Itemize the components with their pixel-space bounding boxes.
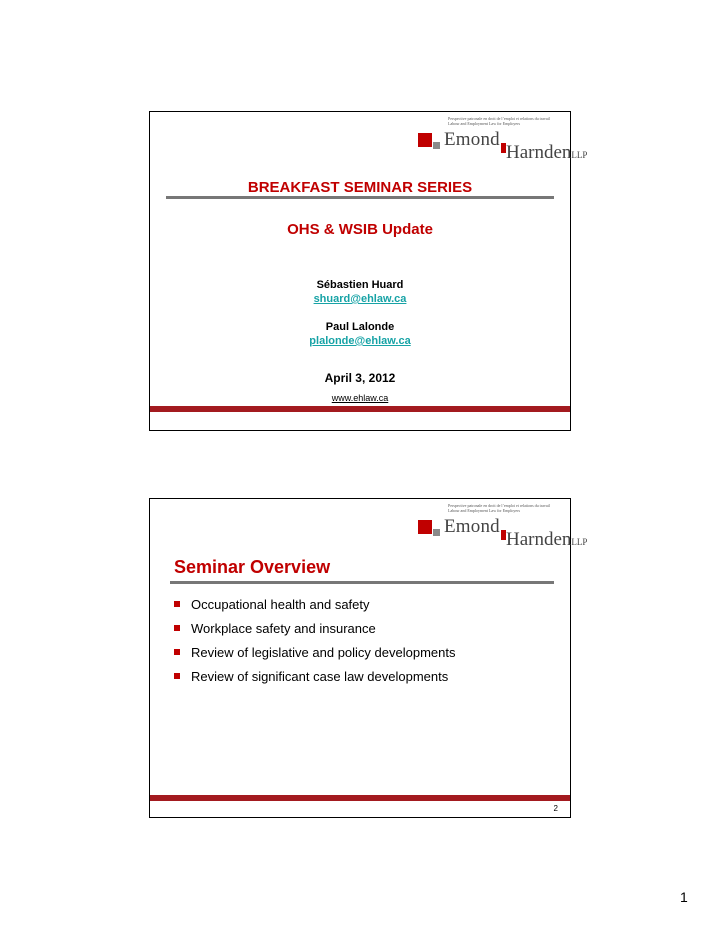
logo-tagline [448, 116, 558, 126]
logo-red-square-icon [418, 520, 432, 534]
bullet-text: Review of significant case law developments [191, 669, 449, 684]
logo-word-emond: Emond [444, 129, 500, 150]
logo-tagline-fr: Perspective patronale en droit de l’emploi et relations du travail [448, 503, 550, 508]
title-divider [170, 581, 554, 584]
bullet-square-icon [174, 673, 180, 679]
bullet-square-icon [174, 649, 180, 655]
bullet-square-icon [174, 625, 180, 631]
bullet-text: Occupational health and safety [191, 597, 370, 612]
overview-bullet-list [174, 597, 455, 693]
bullet-square-icon [174, 601, 180, 607]
logo-word-harnden [506, 142, 587, 164]
logo-grey-square-icon [433, 529, 440, 536]
logo-grey-square-icon [433, 142, 440, 149]
logo-word-harnden [506, 529, 587, 551]
sheet-page-number: 1 [680, 889, 688, 905]
presenter-1-email-link[interactable]: shuard@ehlaw.ca [313, 293, 407, 305]
footer-bar [150, 406, 570, 412]
presenter-2-email-link[interactable]: plalonde@ehlaw.ca [309, 335, 411, 347]
presenter-2 [150, 320, 570, 348]
seminar-date: April 3, 2012 [324, 371, 396, 385]
footer-bar [150, 795, 570, 801]
slide-page-number: 2 [553, 804, 558, 813]
slide-2 [149, 498, 588, 818]
list-item [174, 669, 455, 693]
logo-suffix: LLP [571, 150, 588, 160]
logo-red-square-icon [418, 133, 432, 147]
emond-harnden-logo [406, 503, 588, 555]
logo-word-emond: Emond [444, 516, 500, 537]
logo-tagline [448, 503, 558, 513]
emond-harnden-logo [406, 116, 588, 168]
website-link[interactable]: www.ehlaw.ca [331, 393, 389, 403]
logo-harnden-text: Harnden [506, 529, 572, 550]
title-divider [166, 196, 554, 199]
bullet-text: Review of legislative and policy developments [191, 645, 456, 660]
list-item [174, 597, 455, 621]
logo-tagline-en: Labour and Employment Law for Employers [448, 508, 521, 513]
logo-harnden-text: Harnden [506, 142, 572, 163]
list-item [174, 621, 455, 645]
logo-tagline-en: Labour and Employment Law for Employers [448, 121, 521, 126]
bullet-text: Workplace safety and insurance [191, 621, 376, 636]
slide-1-title: BREAKFAST SEMINAR SERIES [247, 179, 473, 196]
logo-tagline-fr: Perspective patronale en droit de l’emploi et relations du travail [448, 116, 550, 121]
slide-2-title: Seminar Overview [174, 557, 331, 577]
presenter-1 [150, 278, 570, 306]
logo-suffix: LLP [571, 537, 588, 547]
list-item [174, 645, 455, 669]
slide-1-subtitle: OHS & WSIB Update [287, 221, 433, 238]
slide-1 [149, 111, 588, 431]
presenter-1-name: Sébastien Huard [316, 279, 404, 291]
presenter-2-name: Paul Lalonde [325, 321, 395, 333]
